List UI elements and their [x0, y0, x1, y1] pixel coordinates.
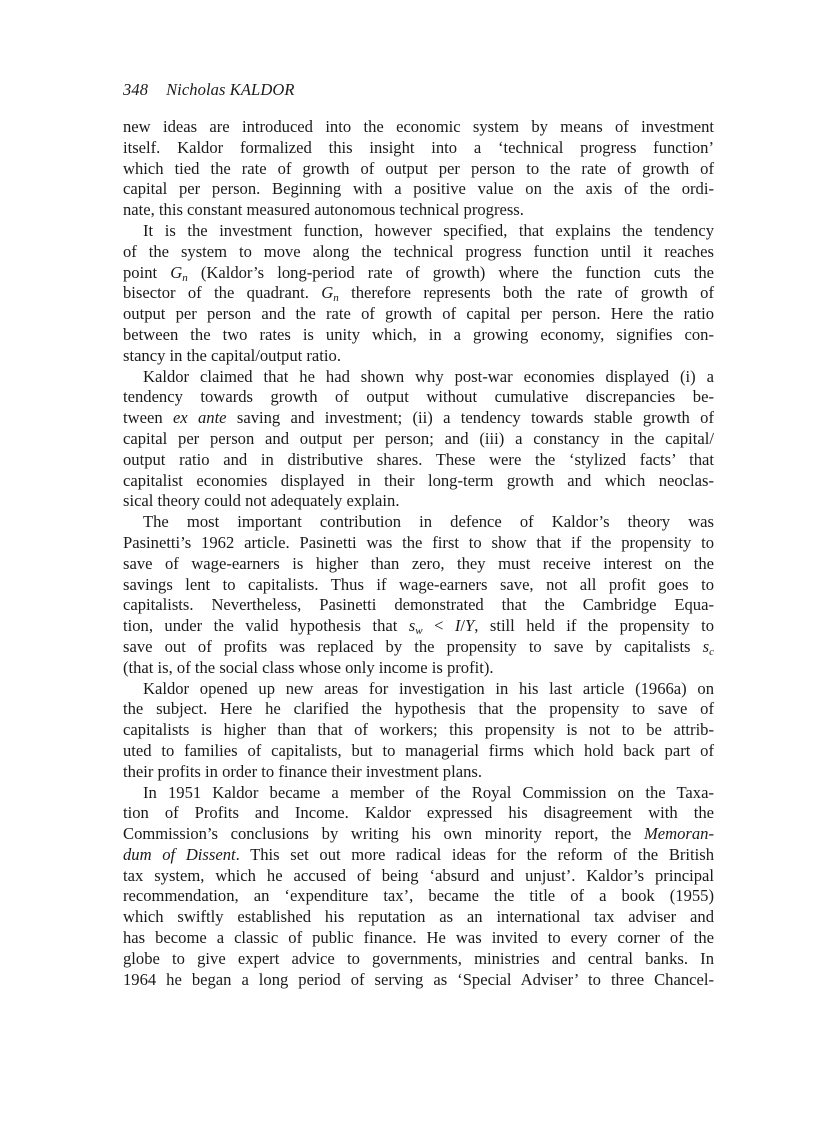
paragraph-2 [123, 221, 714, 367]
running-head [123, 78, 714, 102]
symbol-g: G [170, 262, 183, 282]
text-line: 1964 he began a long period of serving as ‘Special Adviser’ to three Chancel- [123, 969, 714, 989]
text-line: dum of Dissent. This set out more radical ideas for the reform of the British [123, 844, 715, 864]
text-line: stancy in the capital/output ratio. [123, 345, 341, 365]
text-line: tax system, which he accused of being ‘absurd and unjust’. Kaldor’s principal [123, 865, 714, 885]
symbol-g: G [321, 283, 334, 303]
subscript-n: n [182, 271, 188, 284]
text-line: It is the investment function, however specified, that explains the tendency [143, 220, 714, 240]
text-line: output per person and the rate of growth of capital per person. Here the ratio [123, 304, 714, 324]
italic-ex-ante: ex ante [172, 408, 227, 428]
text-line: itself. Kaldor formalized this insight into a ‘technical progress function’ [123, 137, 714, 157]
paragraph-5 [123, 679, 714, 783]
symbol-y: Y [465, 616, 475, 636]
text-line: (that is, of the social class whose only income is profit). [123, 657, 494, 677]
text-line: new ideas are introduced into the economic system by means of investment [123, 117, 714, 136]
text-line: Pasinetti’s 1962 article. Pasinetti was the first to show that if the propensity to [123, 532, 714, 552]
text-line: savings lent to capitalists. Thus if wage-earners save, not all profit goes to [123, 574, 714, 594]
paragraph-3 [123, 367, 714, 513]
italic-dum-of-dissent: dum of Dissent [123, 844, 236, 864]
text-line: capitalists. Nevertheless, Pasinetti demonstrated that the Cambridge Equa- [123, 595, 714, 615]
text-line: output ratio and in distributive shares. These were the ‘stylized facts’ that [123, 449, 714, 469]
text-line: tion of Profits and Income. Kaldor expressed his disagreement with the [123, 803, 714, 823]
text-line: nate, this constant measured autonomous technical progress. [123, 200, 524, 220]
text-line: capital per person and output per person; and (iii) a constancy in the capital/ [123, 428, 714, 448]
symbol-i: I [454, 616, 461, 636]
text-line: sical theory could not adequately explain. [123, 491, 400, 511]
text-line: tendency towards growth of output without cumulative discrepancies be- [123, 387, 714, 407]
text-line: capitalists is higher than that of workers; this propensity is not to be attrib- [123, 720, 714, 740]
subscript-n: n [333, 292, 339, 305]
text-line: Commission’s conclusions by writing his own minority report, the Memoran- [123, 824, 714, 844]
text-line: between the two rates is unity which, in a growing economy, signifies con- [123, 324, 714, 344]
text-line: tion, under the valid hypothesis that $s_w < I/Y$, still held if the propensity to [123, 616, 714, 638]
text-line: globe to give expert advice to governments, ministries and central banks. In [123, 948, 714, 968]
text-line: In 1951 Kaldor became a member of the Royal Commission on the Taxa- [143, 782, 714, 802]
text-line: recommendation, an ‘expenditure tax’, became the title of a book (1955) [123, 886, 714, 906]
text-line: uted to families of capitalists, but to managerial firms which hold back part of [123, 740, 714, 760]
text-line: has become a classic of public finance. He was invited to every corner of the [123, 928, 714, 948]
running-head-author: Nicholas KALDOR [166, 80, 295, 99]
text-line: which tied the rate of growth of output per person to the rate of growth of [123, 158, 714, 178]
text-line: bisector of the quadrant. $G_n$ therefore represents both the rate of growth of [123, 283, 714, 305]
text-line: save of wage-earners is higher than zero, they must receive interest on the [123, 553, 714, 573]
text-line: capitalist economies displayed in their long-term growth and which neoclas- [123, 470, 714, 490]
text-line: tween ex ante saving and investment; (ii) a tendency towards stable growth of [123, 408, 714, 428]
text-line: The most important contribution in defence of Kaldor’s theory was [143, 512, 714, 532]
paragraph-4 [123, 512, 714, 678]
paragraph-1 [123, 117, 714, 221]
paragraph-6 [123, 783, 714, 991]
text-line: which swiftly established his reputation as an international tax adviser and [123, 907, 714, 927]
symbol-s: s [408, 616, 416, 636]
page [123, 78, 714, 990]
subscript-w: w [415, 625, 423, 638]
text-line: of the system to move along the technical progress function until it reaches [123, 241, 714, 261]
text-line: their profits in order to finance their investment plans. [123, 761, 482, 781]
text-line: save out of profits was replaced by the propensity to save by capitalists $s_c$ [123, 636, 714, 658]
text-line: Kaldor claimed that he had shown why post-war economies displayed (i) a [143, 366, 714, 386]
body-text [123, 117, 714, 990]
page-number: 348 [123, 80, 149, 99]
italic-memorandum: Memoran- [643, 824, 714, 844]
subscript-c: c [709, 645, 714, 658]
text-line: point $G_n$ (Kaldor’s long-period rate of growth) where the function cuts the [123, 262, 714, 284]
symbol-s: s [702, 636, 710, 656]
text-line: the subject. Here he clarified the hypothesis that the propensity to save of [123, 699, 714, 719]
text-line: capital per person. Beginning with a positive value on the axis of the ordi- [123, 179, 714, 199]
text-line: Kaldor opened up new areas for investigation in his last article (1966a) on [143, 678, 714, 698]
